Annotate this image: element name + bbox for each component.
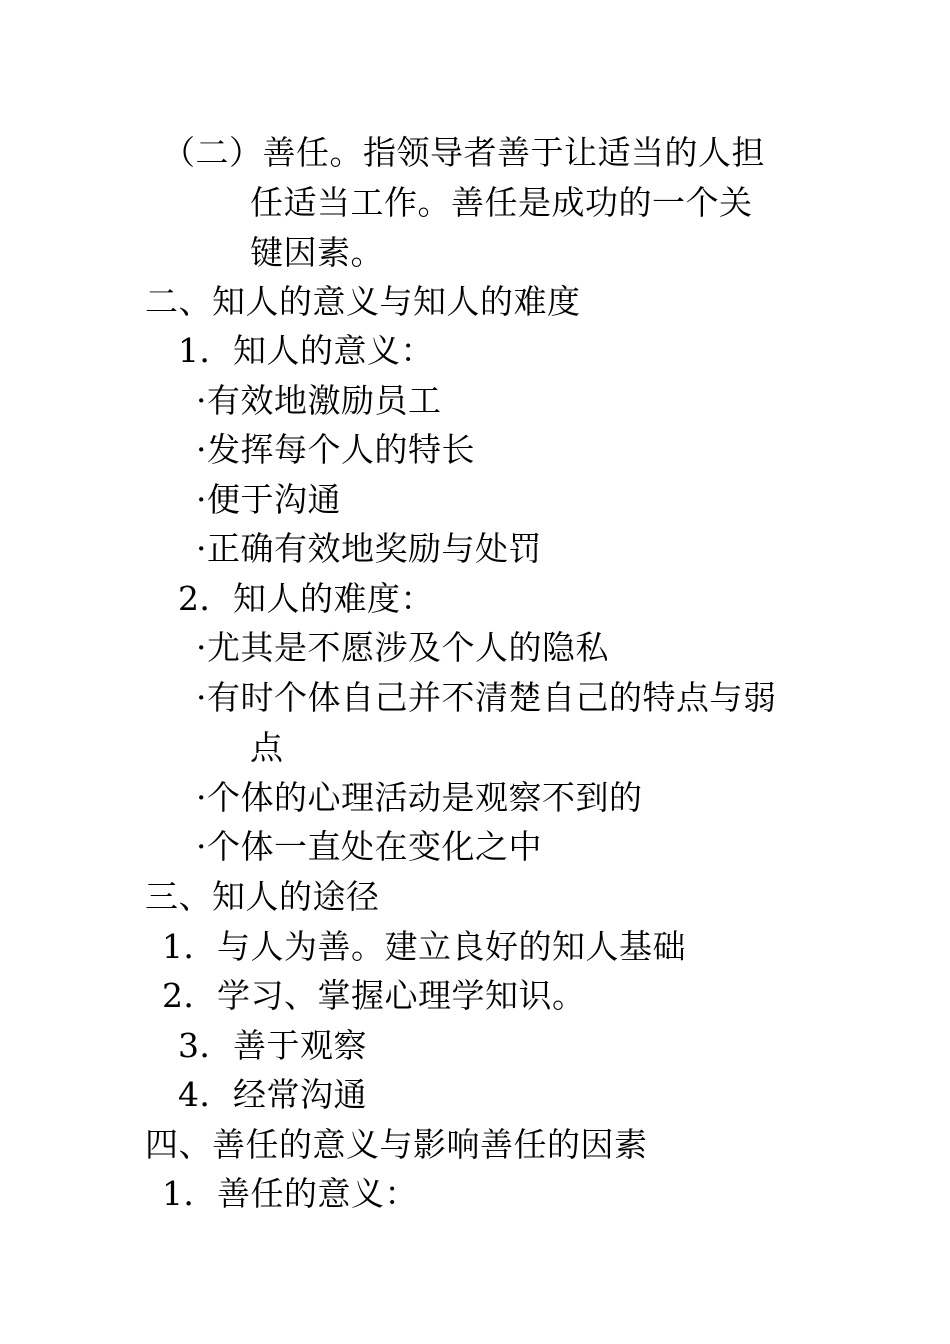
list-item: 4．经常沟通	[178, 1075, 367, 1114]
section-heading-4: 四、善任的意义与影响善任的因素	[145, 1125, 648, 1164]
bullet-item: ·正确有效地奖励与处罚	[196, 529, 542, 568]
bullet-item: ·便于沟通	[196, 480, 341, 519]
subheading-item: 1．知人的意义：	[178, 331, 434, 370]
list-item: 1．与人为善。建立良好的知人基础	[162, 927, 686, 966]
bullet-item: ·有效地激励员工	[196, 381, 442, 420]
section-heading-3: 三、知人的途径	[145, 877, 380, 916]
bullet-item: ·个体一直处在变化之中	[196, 827, 542, 866]
subheading-item: 2．知人的难度：	[178, 579, 434, 618]
list-item: 2．学习、掌握心理学知识。	[162, 976, 586, 1015]
bullet-item: ·有时个体自己并不清楚自己的特点与弱	[196, 678, 777, 717]
bullet-continuation: 点	[250, 728, 284, 767]
paragraph-continuation: 键因素。	[250, 233, 384, 272]
list-item: 1．善任的意义：	[162, 1174, 418, 1213]
bullet-item: ·发挥每个人的特长	[196, 430, 475, 469]
paragraph-continuation: 任适当工作。善任是成功的一个关	[250, 183, 753, 222]
bullet-item: ·个体的心理活动是观察不到的	[196, 778, 643, 817]
section-heading-2: 二、知人的意义与知人的难度	[145, 282, 581, 321]
bullet-item: ·尤其是不愿涉及个人的隐私	[196, 628, 609, 667]
section-heading-shanren: （二）善任。指领导者善于让适当的人担	[162, 133, 765, 172]
list-item: 3．善于观察	[178, 1026, 367, 1065]
